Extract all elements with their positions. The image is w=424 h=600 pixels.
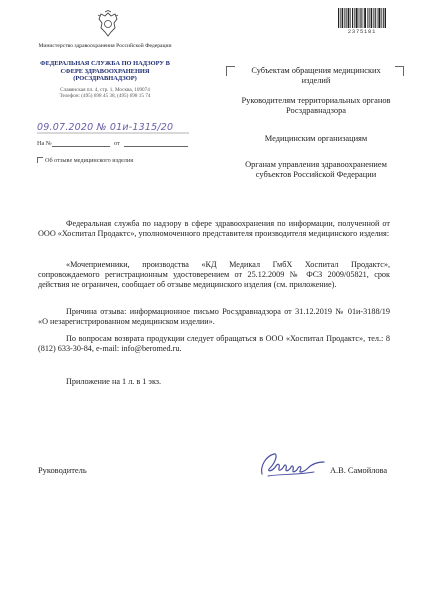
signer-name: А.В. Самойлова bbox=[330, 466, 388, 475]
from-field-line bbox=[124, 146, 188, 147]
handwritten-signature bbox=[256, 448, 328, 480]
body-paragraph-1: Федеральная служба по надзору в сфере здравоохранения по информации, полученной от ООО «Хоспитал Продактс», уполномоченного представителя производителя медицинского изделия: bbox=[38, 219, 390, 239]
subject-line bbox=[37, 157, 133, 164]
body-paragraph-3: Причина отзыва: информационное письмо Росздравнадзора от 31.12.2019 № 01и-3188/19 «О незарегистрированном медицинском изделии». bbox=[38, 307, 390, 327]
subject-text: Об отзыве медицинского изделия bbox=[45, 157, 134, 164]
ministry-name: Министерство здравоохранения Российской Федерации bbox=[38, 43, 172, 49]
from-label: от bbox=[114, 140, 120, 147]
subject-corner-icon bbox=[37, 157, 43, 163]
addressee-bracket-right bbox=[395, 66, 404, 76]
signer-title: Руководитель bbox=[38, 466, 87, 475]
agency-name: ФЕДЕРАЛЬНАЯ СЛУЖБА ПО НАДЗОРУ В СФЕРЕ ЗДРАВООХРАНЕНИЯ (РОСЗДРАВНАДЗОР) bbox=[40, 60, 170, 83]
recipient-3: Медицинским организациям bbox=[264, 134, 368, 143]
body-paragraph-2: «Мочеприемники, производства «КД Медикал ГмбХ Хоспитал Продактс», сопровождаемого регистрационным удостоверением от 25.12.2009 № ФСЗ 2009/05821, срок действия не ограничен, сообщает об отзыве медицинского изделия (см. приложение). bbox=[38, 260, 390, 290]
barcode-icon bbox=[338, 8, 386, 28]
phone-line: Телефон: (495) 698 45 38, (495) 698 15 74 bbox=[59, 93, 151, 100]
coat-of-arms-icon bbox=[96, 10, 120, 38]
address-line: Славянская пл. 4, стр. 1, Москва, 109074 bbox=[60, 87, 150, 93]
reference-row bbox=[37, 140, 52, 147]
recipient-2: Руководителям территориальных органов Росздравнадзора bbox=[241, 96, 391, 116]
recipient-1: Субъектам обращения медицинских изделий bbox=[251, 66, 381, 86]
agency-address bbox=[30, 87, 180, 100]
body-paragraph-4: По вопросам возврата продукции следует обращаться в ООО «Хоспитал Продактс», тел.: 8 (812) 633-30-84, e-mail: info@beromed.ru. bbox=[38, 334, 390, 354]
no-field-line bbox=[52, 146, 110, 147]
no-label: На № bbox=[37, 140, 52, 147]
addressee-bracket-left bbox=[226, 66, 235, 76]
registration-number: 09.07.2020 № 01и-1315/20 bbox=[37, 122, 174, 133]
attachment-line: Приложение на 1 л. в 1 экз. bbox=[66, 377, 162, 386]
barcode-number: 2375181 bbox=[347, 29, 377, 35]
recipient-4: Органам управления здравоохранением субъектов Российской Федерации bbox=[245, 160, 387, 180]
